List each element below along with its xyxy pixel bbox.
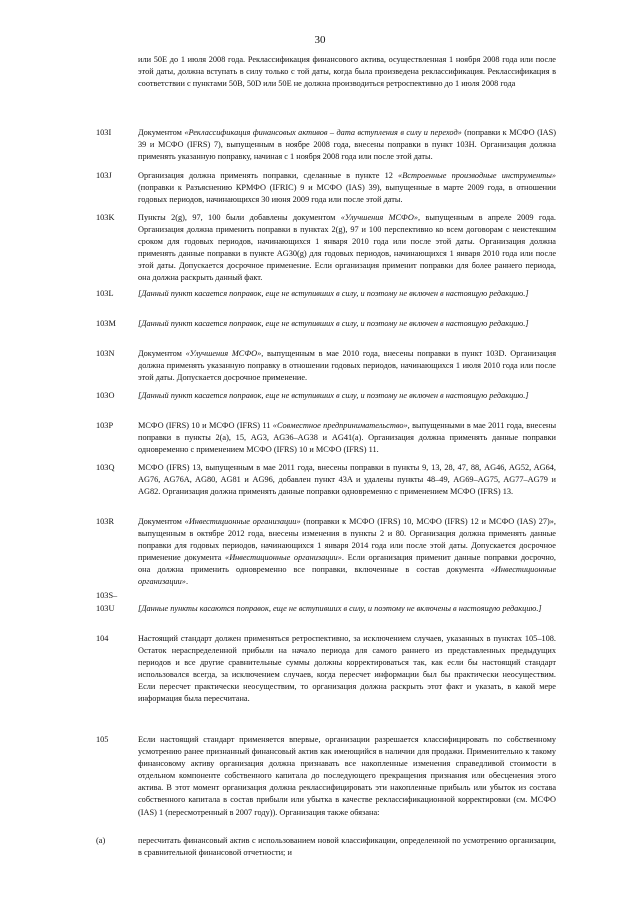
paragraph-number: 103L — [96, 289, 114, 298]
paragraph-103K — [96, 212, 556, 285]
paragraph-number: 103P — [96, 421, 114, 430]
subitem-a — [96, 835, 556, 859]
paragraph-number: 103U — [96, 604, 115, 613]
paragraph-text: [Данный пункт касается поправок, еще не вступивших в силу, и поэтому не включен в настоящую редакцию.] — [138, 391, 529, 400]
page-number: 30 — [314, 34, 326, 46]
paragraph-number: 103Q — [96, 463, 115, 472]
paragraph-text: Документом «Инвестиционные организации» (поправки к МСФО (IFRS) 10, МСФО (IFRS) 12 и МСФО (IAS) 27)», выпущенным в октябре 2012 года, внесены изменения в пункты 2 и 80. Организация должна применять данные поправки для годовых периодов, начинающихся 1 января 2014 года или после этой даты. Допускается досрочное применение документа «Инвестиционные организации». Если организация применит данные поправки досрочно, она должна применить одновременно все поправки, включенные в состав документа «Инвестиционные организации». — [138, 517, 557, 587]
paragraph-103I — [96, 127, 556, 163]
paragraph-number: 103I — [96, 128, 112, 137]
paragraph-103R — [96, 516, 556, 589]
paragraph-number: 103J — [96, 171, 112, 180]
subitem-text: пересчитать финансовый актив с использованием новой классификации, определенной по усмотрению организации, в сравнительной финансовой отчетности; и — [138, 836, 556, 858]
paragraph-103N — [96, 348, 556, 384]
paragraph-103U — [96, 603, 556, 615]
paragraph-text: МСФО (IFRS) 13, выпущенным в мае 2011 года, внесены поправки в пункты 9, 13, 28, 47, 88, AG46, AG52, AG64, AG76, AG76A, AG80, AG81 и AG96, добавлен пункт 43A и удалены пункты 48–49, AG69–AG75, AG77–AG79 и AG82. Организация должна применять данные поправки одновременно с применением МСФО (IFRS) 13. — [138, 463, 556, 497]
paragraph-text: Документом «Реклассификация финансовых активов – дата вступления в силу и переход» (поправки к МСФО (IAS) 39 и МСФО (IFRS) 7), выпущенным в ноябре 2008 года, внесены поправки в пункт 103H. Организация должна применять указанную поправку, начиная с 1 ноября 2008 года или после этой даты. — [138, 128, 556, 162]
paragraph-text: Организация должна применять поправки, сделанные в пункте 12 «Встроенные производные инструменты» (поправки к Разъяснению КРМФО (IFRIC) 9 и МСФО (IAS) 39), выпущенные в марте 2009 года, в отношении годовых периодов, начинающихся 30 июня 2009 года или после этой даты. — [138, 171, 556, 205]
paragraph-105 — [96, 734, 556, 819]
paragraph-text: Пункты 2(g), 97, 100 были добавлены документом «Улучшения МСФО», выпущенным в апреле 2009 года. Организация должна применить поправки в пунктах 2(g), 97 и 100 перспективно ко всем договорам с неистекшим сроком для годовых периодов, начинающихся 1 января 2010 года или после этой даты. Организация должна применять данные поправки в пункте AG30(g) для годовых периодов, начинающихся 1 января 2010 года или после этой даты. Допускается досрочное применение. Если организация применит поправки для более раннего периода, она должна раскрыть данный факт. — [138, 213, 556, 283]
paragraph-number: 103N — [96, 349, 115, 358]
paragraph-number: 103K — [96, 213, 115, 222]
paragraph-103L — [96, 288, 556, 300]
intro-paragraph: или 50E до 1 июля 2008 года. Реклассификация финансового актива, осуществленная 1 ноября 2008 года или после этой даты, должна вступать в силу только с той даты, когда была произведена реклассификация. Реклассификация в соответствии с пунктами 50B, 50D или 50E не должна производиться ретроспективно до 1 июля 2008 года — [138, 55, 556, 89]
paragraph-number: 103S– — [96, 591, 118, 600]
paragraph-text: МСФО (IFRS) 10 и МСФО (IFRS) 11 «Совместное предпринимательство», выпущенными в мае 2011 года, внесены поправки в пункты 2(а), 15, AG3, AG36–AG38 и AG41(a). Организация должна применять данные поправки одновременно с применением МСФО (IFRS) 10 и МСФО (IFRS) 11. — [138, 421, 557, 455]
paragraph-text: [Данные пункты касаются поправок, еще не вступивших в силу, и поэтому не включены в настоящую редакцию.] — [138, 604, 542, 613]
paragraph-104 — [96, 633, 556, 706]
paragraph-103O — [96, 390, 556, 402]
paragraph-number: 103M — [96, 319, 116, 328]
paragraph-text: [Данный пункт касается поправок, еще не вступивших в силу, и поэтому не включен в настоящую редакцию.] — [138, 319, 529, 328]
paragraph-number: 105 — [96, 735, 109, 744]
paragraph-text: Если настоящий стандарт применяется впервые, организации разрешается классифицировать по собственному усмотрению ранее признанный финансовый актив как имеющийся в наличии для продажи. Применительно к такому финансовому активу организация должна признавать все накопленные изменения справедливой стоимости в отдельном компоненте собственного капитала до последующего прекращения признания или обесценения этого актива. В этот момент организация должна реклассифицировать эти накопленные прибыль или убыток из состава собственного капитала в состав прибыли или убытка в качестве реклассификационной корректировки (см. МСФО (IAS) 1 (пересмотренный в 2007 году)). Организация также обязана: — [138, 735, 556, 817]
paragraph-103J — [96, 170, 556, 206]
paragraph-103M — [96, 318, 556, 330]
paragraph-text: Документом «Улучшения МСФО», выпущенным в мае 2010 года, внесены поправки в пункт 103D. Организация должна применять указанную поправку в отношении годовых периодов, начинающихся 1 июля 2010 года или после этой даты. Допускается досрочное применение. — [138, 349, 557, 383]
paragraph-number: 104 — [96, 634, 109, 643]
paragraph-text: [Данный пункт касается поправок, еще не вступивших в силу, и поэтому не включен в настоящую редакцию.] — [138, 289, 529, 298]
subitem-label: (a) — [96, 836, 106, 845]
paragraph-number: 103O — [96, 391, 115, 400]
paragraph-number: 103R — [96, 517, 114, 526]
paragraph-103Q — [96, 462, 556, 498]
paragraph-103P — [96, 420, 556, 456]
paragraph-text: Настоящий стандарт должен применяться ретроспективно, за исключением случаев, указанных в пунктах 105–108. Остаток нераспределенной прибыли на начало периода для самого раннего из представленных предыдущих периодов и все другие сравнительные суммы должны корректироваться так, как если бы настоящий стандарт использовался всегда, за исключением случаев, когда пересчет информации был бы практически неосуществим. Если пересчет практически неосуществим, то организация должна раскрыть этот факт и указать, в какой мере информация была пересчитана. — [138, 634, 556, 704]
